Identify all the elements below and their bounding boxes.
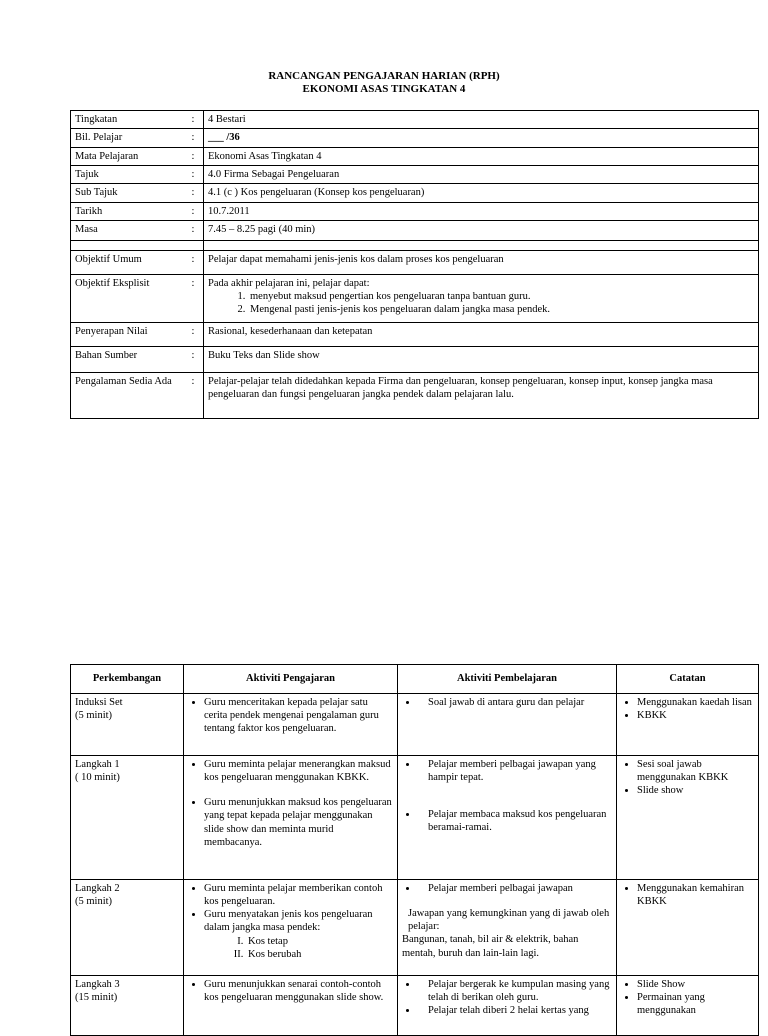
info-label: Pengalaman Sedia Ada [71,372,184,418]
learning-cell [398,694,617,756]
info-row [71,346,759,372]
stage-cell [71,976,184,1036]
learning-item: • Pelajar memberi pelbagai jawapan [418,882,612,895]
objective-list [208,290,754,316]
info-value: 10.7.2011 [204,202,759,220]
info-colon: : [183,148,204,166]
note-item: • Slide show [637,784,754,797]
stage-cell [71,694,184,756]
note-item: • Permainan yang menggunakan [637,991,754,1017]
document-subtitle: EKONOMI ASAS TINGKATAN 4 [302,83,466,95]
teaching-cell [184,976,398,1036]
notes-list [621,696,754,722]
plan-row [71,976,759,1036]
learning-list [402,978,612,1017]
info-value: 7.45 – 8.25 pagi (40 min) [204,220,759,240]
cost-type-item: I. Kos tetap [246,935,393,948]
note-item: • KBKK [637,709,754,722]
info-value: 4.0 Firma Sebagai Pengeluaran [204,166,759,184]
teaching-item: • Guru meminta pelajar memberikan contoh kos pengeluaran. [204,882,393,908]
info-row [71,184,759,202]
info-value: 4.1 (c ) Kos pengeluaran (Konsep kos pengeluaran) [204,184,759,202]
note-item: • Slide Show [637,978,754,991]
notes-list [621,758,754,797]
teaching-list [188,978,393,1004]
stage-cell [71,880,184,976]
info-colon: : [183,202,204,220]
info-value: Pelajar-pelajar telah didedahkan kepada Firma dan pengeluaran, konsep pengeluaran, konsep input, konsep jangka masa pengeluaran dan fungsi pengeluaran jangka pendek dalam pelajaran lalu. [204,372,759,418]
objective-intro: Pada akhir pelajaran ini, pelajar dapat: [208,277,370,289]
info-label: Mata Pelajaran [71,148,184,166]
learning-cell [398,976,617,1036]
lesson-info-table [70,110,759,419]
info-row [71,322,759,346]
info-row [71,166,759,184]
teaching-cell [184,694,398,756]
objective-item: 2. Mengenal pasti jenis-jenis kos pengeluaran dalam jangka masa pendek. [248,303,754,316]
learning-cell [398,880,617,976]
note-item: • Sesi soal jawab menggunakan KBKK [637,758,754,784]
teaching-cell [184,880,398,976]
teaching-list [188,696,393,735]
info-label: Bahan Sumber [71,346,184,372]
document-title: RANCANGAN PENGAJARAN HARIAN (RPH) [268,70,500,82]
teaching-list [188,758,393,849]
teaching-cell [184,756,398,880]
info-row [71,111,759,129]
info-value: 4 Bestari [204,111,759,129]
notes-cell [617,694,759,756]
info-label: Tingkatan [71,111,184,129]
info-row [71,372,759,418]
cost-type-item: II. Kos berubah [246,948,393,961]
stage-name: Langkah 3 [75,979,120,990]
info-colon: : [183,184,204,202]
info-label: Bil. Pelajar [71,129,184,148]
expected-answer-intro: Jawapan yang kemungkinan yang di jawab oleh pelajar: [408,908,610,933]
info-label: Objektif Eksplisit [71,274,184,322]
notes-cell [617,756,759,880]
spacer-cell [71,240,184,250]
info-colon: : [183,274,204,322]
stage-name: Induksi Set [75,697,123,708]
info-colon: : [183,111,204,129]
notes-cell [617,976,759,1036]
learning-cell [398,756,617,880]
info-value: Ekonomi Asas Tingkatan 4 [204,148,759,166]
info-colon: : [183,346,204,372]
expected-answer-list: Bangunan, tanah, bil air & elektrik, bahan mentah, buruh dan lain-lain lagi. [402,934,579,959]
spacer-cell [183,240,204,250]
info-label: Tarikh [71,202,184,220]
info-value: Rasional, kesederhanaan dan ketepatan [204,322,759,346]
info-row [71,129,759,148]
teaching-list [188,882,393,935]
info-colon: : [183,166,204,184]
notes-list [621,978,754,1017]
info-value: ___ /36 [204,129,759,148]
info-value: Buku Teks dan Slide show [204,346,759,372]
cost-type-list [188,935,393,961]
info-label: Penyerapan Nilai [71,322,184,346]
info-label: Tajuk [71,166,184,184]
stage-time: (5 minit) [75,710,113,722]
info-label: Masa [71,220,184,240]
learning-item: • Pelajar telah diberi 2 helai kertas yang [418,1004,612,1017]
stage-time: (15 minit) [75,992,118,1004]
info-colon: : [183,220,204,240]
note-item: • Menggunakan kemahiran KBKK [637,882,754,908]
header-aktiviti-pengajaran: Aktiviti Pengajaran [184,665,398,694]
info-colon: : [183,129,204,148]
learning-item: • Pelajar bergerak ke kumpulan masing yang telah di berikan oleh guru. [418,978,612,1004]
header-aktiviti-pembelajaran: Aktiviti Pembelajaran [398,665,617,694]
learning-item: • Soal jawab di antara guru dan pelajar [418,696,612,709]
teaching-item: • Guru menunjukkan senarai contoh-contoh kos pengeluaran menggunakan slide show. [204,978,393,1004]
info-spacer-row [71,240,759,250]
plan-row [71,694,759,756]
info-row [71,250,759,274]
objective-item: 1. menyebut maksud pengertian kos pengeluaran tanpa bantuan guru. [248,290,754,303]
info-label: Objektif Umum [71,250,184,274]
learning-list [402,882,612,895]
header-perkembangan: Perkembangan [71,665,184,694]
notes-list [621,882,754,908]
plan-row [71,880,759,976]
learning-list [402,758,612,835]
info-colon: : [183,322,204,346]
info-row [71,202,759,220]
teaching-item: • Guru menceritakan kepada pelajar satu cerita pendek mengenai pengalaman guru tentang faktor kos pengeluaran. [204,696,393,735]
info-row [71,274,759,322]
learning-list [402,696,612,709]
info-value: Pelajar dapat memahami jenis-jenis kos dalam proses kos pengeluaran [204,250,759,274]
info-row [71,220,759,240]
learning-item: • Pelajar membaca maksud kos pengeluaran beramai-ramai. [418,808,612,834]
info-colon: : [183,372,204,418]
info-value [204,274,759,322]
info-row [71,148,759,166]
stage-time: ( 10 minit) [75,772,120,784]
teaching-item: • Guru menyatakan jenis kos pengeluaran dalam jangka masa pendek: [204,908,393,934]
spacer-cell [204,240,759,250]
plan-row [71,756,759,880]
stage-time: (5 minit) [75,896,113,908]
lesson-plan-table [70,664,759,1036]
learning-item: • Pelajar memberi pelbagai jawapan yang hampir tepat. [418,758,612,784]
teaching-item: • Guru meminta pelajar menerangkan maksud kos pengeluaran menggunakan KBKK. [204,758,393,784]
info-label: Sub Tajuk [71,184,184,202]
stage-name: Langkah 2 [75,883,120,894]
notes-cell [617,880,759,976]
teaching-item: • Guru menunjukkan maksud kos pengeluaran yang tepat kepada pelajar menggunakan slide show dan meminta murid membacanya. [204,796,393,849]
stage-cell [71,756,184,880]
stage-name: Langkah 1 [75,759,120,770]
header-catatan: Catatan [617,665,759,694]
note-item: • Menggunakan kaedah lisan [637,696,754,709]
info-colon: : [183,250,204,274]
